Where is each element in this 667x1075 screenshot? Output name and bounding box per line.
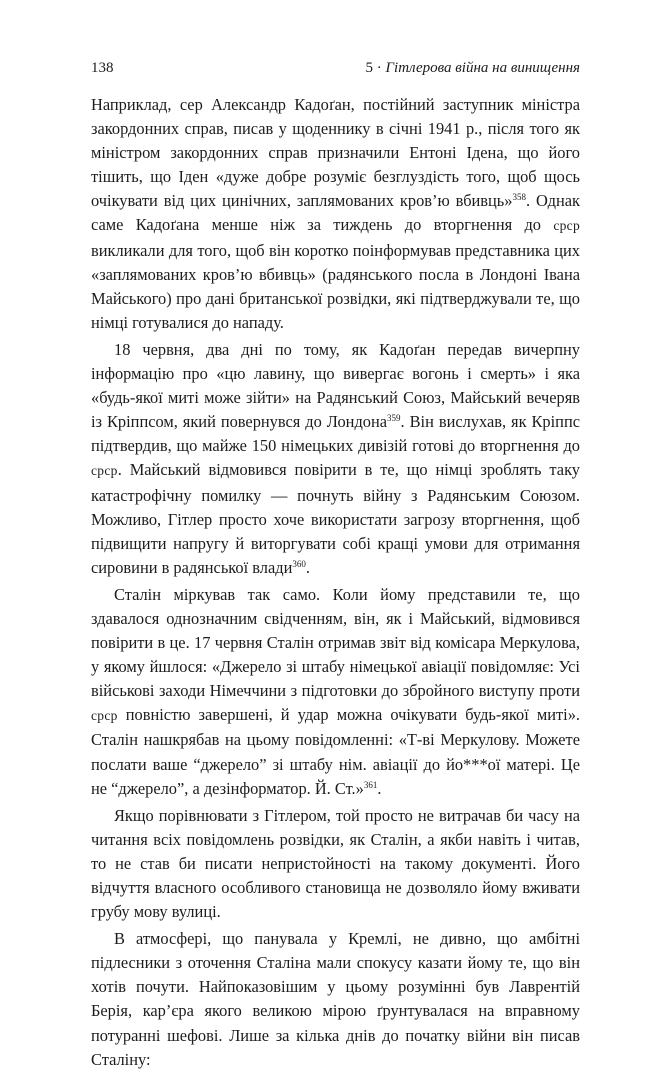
paragraph-text: повністю завершені, й удар можна очікувати будь-якої миті». Сталін нашкрябав на цьому повідомленні: «Т-ві Меркулову. Можете послати ваше “джерело” зі штабу нім. авіації до йо***ої матері. Це не “джерело”, а дезінформатор. Й. Ст.» bbox=[91, 705, 580, 798]
paragraph-text: Сталін міркував так само. Коли йому представили те, що здавалося однозначним свідченням, він, як і Майський, відмовився повірити в це. 17 червня Сталін отримав звіт від комісара Меркулова, у якому йшлося: «Джерело зі штабу німецької авіації повідомляє: Усі військові заходи Німеччини з підготовки до збройного виступу проти bbox=[91, 584, 580, 701]
footnote-ref: 359 bbox=[387, 413, 401, 424]
page-number: 138 bbox=[91, 60, 114, 76]
paragraph-2 bbox=[91, 338, 580, 580]
paragraph-text: Наприклад, сер Александр Кадоґан, постійний заступник міністра закордонних справ, писав у щоденнику в січні 1941 р., після того як міністром закордонних справ призначили Ентоні Ідена, що його тішить, що Іден «дуже добре розуміє безглуздість того, щоб щось очікувати від цих цинічних, заплямованих кров’ю вбивць» bbox=[91, 95, 580, 211]
abbreviation: срср bbox=[91, 463, 118, 479]
paragraph-text: . Однак саме Кадоґана менше ніж за тиждень до вторгнення до bbox=[91, 191, 580, 235]
paragraph-text: . bbox=[305, 557, 310, 577]
chapter-heading bbox=[366, 58, 581, 78]
paragraph-text: Якщо порівнювати з Гітлером, той просто не витрачав би часу на читання всіх повідомлень розвідки, як Сталін, а якби навіть і читав, то не став би писати непристойності на такому документі. Його відчуття власного особливого становища не дозволяло йому вживати грубу мову вулиці. bbox=[91, 805, 580, 922]
body-text bbox=[91, 93, 580, 1075]
paragraph-4 bbox=[91, 804, 580, 924]
paragraph-3 bbox=[91, 583, 580, 801]
paragraph-text: . Він вислухав, як Кріппс підтвердив, що майже 150 німецьких дивізій готові до вторгнення до bbox=[91, 412, 581, 456]
paragraph-text: 18 червня, два дні по тому, як Кадоґан передав вичерпну інформацію про «цю лавину, що вивергає вогонь і смерть» і яка «будь-якої миті може зійти» на Радянський Союз, Майський вечеряв із Кріппсом, який повернувся до Лондона bbox=[91, 339, 580, 432]
abbreviation: срср bbox=[91, 708, 118, 724]
paragraph-1 bbox=[91, 93, 580, 335]
abbreviation: срср bbox=[553, 218, 580, 234]
footnote-ref: 360 bbox=[292, 558, 306, 569]
paragraph-text: . bbox=[377, 778, 382, 798]
paragraph-text: . Майський відмовився повірити в те, що німці зроблять таку катастрофічну помилку — почнуть війну з Радянським Союзом. Можливо, Гітлер просто хоче використати загрозу вторгнення, щоб підвищити напругу й виторгувати собі кращі умови для отримання сировини в радянської влади bbox=[91, 460, 580, 577]
paragraph-5 bbox=[91, 927, 580, 1072]
chapter-title: Гітлерова війна на винищення bbox=[385, 60, 580, 76]
paragraph-text: В атмосфері, що панувала у Кремлі, не дивно, що амбітні підлесники з оточення Сталіна мали спокусу казати йому те, що він хотів почути. Найпоказовішим у цьому розумінні був Лаврентій Берія, кар’єра якого великою мірою ґрунтувалася на вправному потуранні шефові. Лише за кілька днів до початку війни він писав Сталіну: bbox=[91, 929, 580, 1069]
running-head bbox=[91, 58, 580, 80]
footnote-ref: 358 bbox=[512, 192, 526, 203]
paragraph-text: викликали для того, щоб він коротко поінформував представника цих «заплямованих кров’ю вбивць» (радянського посла в Лондоні Івана Майського) про дані британської розвідки, які підтверджували те, що німці готувалися до нападу. bbox=[91, 240, 580, 332]
chapter-number: 5 · bbox=[365, 60, 382, 76]
footnote-ref: 361 bbox=[363, 779, 378, 790]
